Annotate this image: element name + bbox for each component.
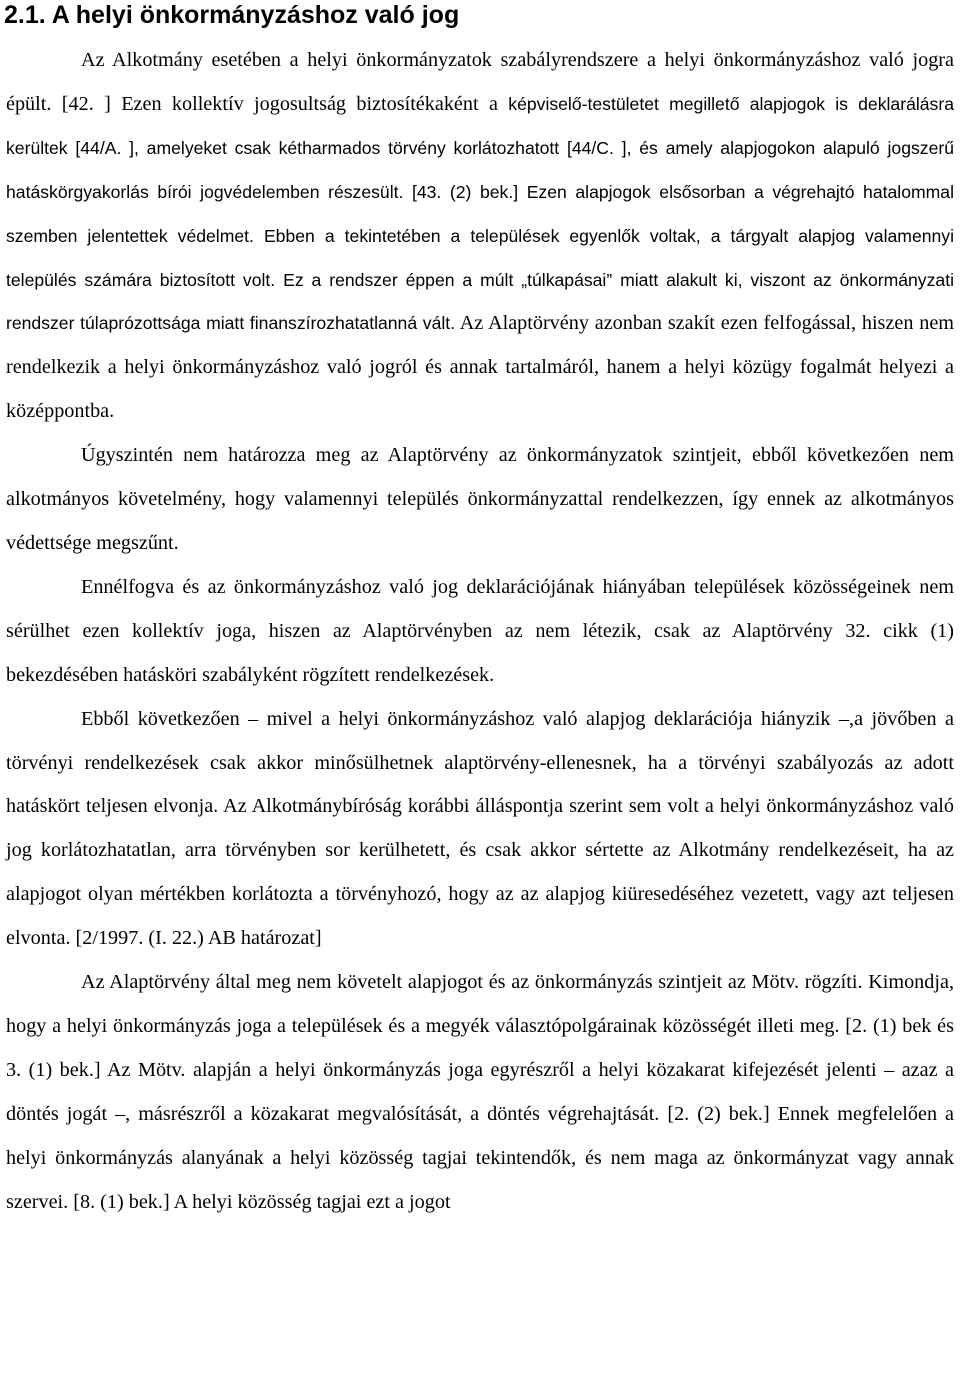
paragraph-ennelfogva: Ennélfogva és az önkormányzáshoz való jog deklarációjának hiányában települések közösségeinek nem sérülhet ezen kollektív joga, hiszen az Alaptörvényben az nem létezik, csak az Alaptörvény 32. cikk (1) bekezdésében hatásköri szabályként rögzített rendelkezések. (6, 575, 954, 686)
paragraph-alkotmany-sans: képviselő-testületet megillető alapjogok is deklarálásra kerültek [44/A. ], amelyeket csak kétharmados törvény korlátozhatott [44/C. ], és amely alapjogokon alapuló jogszerű hatáskörgyakorlás bírói jogvédelemben részesült. [43. (2) bek.] Ezen alapjogok elsősorban a végrehajtó hatalommal szemben jelentettek védelmet. Ebben a tekintetében a települések egyenlők voltak, a tárgyalt alapjog valamennyi település számára biztosított volt. Ez a rendszer éppen a múlt „túlkapásai” miatt alakult ki, viszont az önkormányzati rendszer túlaprózottsága miatt finanszírozhatatlanná vált. (6, 93, 954, 334)
document-page (6, 0, 954, 1224)
paragraph-ebbol-kovetkezoen: Ebből következően – mivel a helyi önkormányzáshoz való alapjog deklarációja hiányzik –,a jövőben a törvényi rendelkezések csak akkor minősülhetnek alaptörvény-ellenesnek, ha a törvényi szabályozás az adott hatáskört teljesen elvonja. Az Alkotmánybíróság korábbi álláspontja szerint sem volt a helyi önkormányzáshoz való jog korlátozhatatlan, arra törvényben sor kerülhetett, és csak akkor sértette az Alkotmány rendelkezéseit, ha az alapjogot olyan mértékben korlátozta a törvényhozó, hogy az az alapjog kiüresedéséhez vezetett, vagy azt teljesen elvonta. [2/1997. (I. 22.) AB határozat] (6, 707, 954, 950)
section-heading: 2.1. A helyi önkormányzáshoz való jog (4, 1, 460, 29)
paragraph-alkotmany-tail: Az Alaptörvény azonban szakít ezen felfogással, hiszen nem rendelkezik a helyi önkormányzáshoz való jogról és annak tartalmáról, hanem a helyi közügy fogalmát helyezi a középpontba. (6, 312, 955, 423)
paragraph-alkotmany (6, 39, 954, 434)
paragraph-szintek: Úgyszintén nem határozza meg az Alaptörvény az önkormányzatok szintjeit, ebből következően nem alkotmányos követelmény, hogy valamennyi település önkormányzattal rendelkezzen, így ennek az alkotmányos védettsége megszűnt. (6, 444, 954, 554)
paragraph-motv: Az Alaptörvény által meg nem követelt alapjogot és az önkormányzás szintjeit az Mötv. rögzíti. Kimondja, hogy a helyi önkormányzás joga a települések és a megyék választópolgárainak közösségét illeti meg. [2. (1) bek és 3. (1) bek.] Az Mötv. alapján a helyi önkormányzás joga egyrészről a helyi közakarat kifejezését jelenti – azaz a döntés jogát –, másrészről a közakarat megvalósítását, a döntés végrehajtását. [2. (2) bek.] Ennek megfelelően a helyi önkormányzás alanyának a helyi közösség tagjai tekintendők, és nem maga az önkormányzat vagy annak szervei. [8. (1) bek.] A helyi közösség tagjai ezt a jogot (6, 971, 954, 1213)
paragraph-alkotmany-serif: Az Alkotmány esetében a helyi önkormányzatok szabályrendszere a helyi önkormányzáshoz való jogra épült. [42. ] Ezen kollektív jogosultság biztosítékaként a (6, 49, 954, 115)
